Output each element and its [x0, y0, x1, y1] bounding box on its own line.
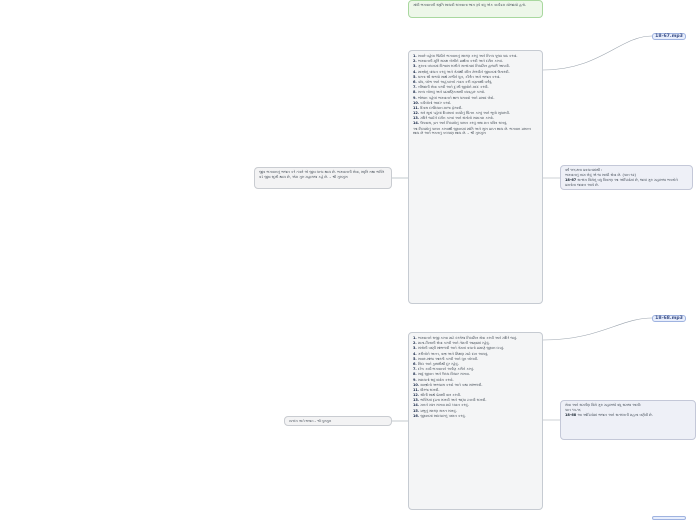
list-item-text: જીવનમાં સદાચારનું પાલન કરવું. [420, 413, 466, 418]
list-item-number: 7. [413, 85, 417, 90]
audio-tag-18-67[interactable]: 18-67.mp3 [652, 33, 686, 40]
list-item-text: ઉપવાસ, વ્રત અને નિયમોનું પાલન કરવું તથા મન પવિત્ર રાખવું. [420, 121, 508, 126]
center-list-2[interactable] [408, 332, 543, 510]
left-note-1-text: જીવ ભગવાનનું ભજન કરે ત્યારે એ જીવ ધન્ય થાય છે. ભગવાનની સેવા, સ્મૃતિ તથા ભક્તિ વડે જીવ સુખી થાય છે, એમ ગુરુ મહારાજ કહે છે. – શ્રી ગુરુમુખ [259, 170, 385, 179]
list-item-number: 12. [413, 111, 420, 116]
right-note-2-line2: પાન ૧૫-૧૬ [565, 408, 581, 413]
list-item-text: મંદિરે જઈને દર્શન કરવાં અને સંતોનો સમાગમ કરવો. [420, 116, 494, 121]
list-item [413, 403, 538, 408]
list-item-number: 15. [413, 408, 420, 413]
list-item-number: 9. [413, 377, 417, 382]
right-note-2-line1: સેવા અને સમર્પણ વિશે ગુરુ મહારાજે વધુ સમજ આપી: [565, 403, 642, 407]
list-item-number: 1. [413, 54, 417, 58]
list-item-text: ગરીબોને અન્ન, વસ્ત્ર અને શિક્ષણ માટે દાન આપવું. [417, 351, 489, 356]
top-node-text: ગાંધી ભગવાનની સ્મૃતિ સાચવી રાખવાના ભાગ રૂપે વધુ એક કાર્યક્રમ યોજાયો હતો. [413, 3, 526, 7]
list-item-number: 13. [413, 116, 420, 121]
list-item-number: 10. [413, 382, 420, 387]
right-note-2-num: 18-68 [565, 413, 577, 418]
top-node-fragment[interactable] [408, 0, 543, 18]
list-item [413, 96, 538, 101]
left-note-2[interactable] [284, 416, 392, 426]
list-item-number: 3. [413, 64, 417, 69]
list-item-text: માતા-પિતાની સેવા કરવી અને તેમની આજ્ઞામાં રહેવું. [417, 341, 490, 346]
list-item [413, 336, 538, 341]
list-item [413, 388, 538, 393]
list-item-number: 13. [413, 398, 420, 403]
list-item [413, 357, 538, 362]
right-note-1-num: 18-67 [565, 178, 577, 183]
list-item-text: ક્રોધ, લોભ અને અહંકારનો ત્યાગ કરી નમ્રતાથી વર્તવું. [417, 79, 493, 84]
list-item-number: 16. [413, 413, 420, 418]
list-item-text: દરેક કાર્ય ભગવાનને અર્પણ કરીને કરવું. [417, 367, 474, 372]
list-item-text: ભગવાનને રાજી કરવા માટે દરરોજ નિયમિત સેવા કરવી અને મંદિરે જવું. [417, 336, 518, 340]
list-item-number: 12. [413, 393, 420, 398]
list-item [413, 346, 538, 351]
list-item [413, 111, 538, 116]
list-item-number: 10. [413, 100, 420, 105]
list-item-text: શાસ્ત્રોનો અભ્યાસ કરવો અને કથા સાંભળવી. [420, 382, 483, 387]
audio-tag-18-68[interactable]: 18-68.mp3 [652, 315, 686, 322]
list-item-number: 6. [413, 79, 417, 84]
list-item-number: 3. [413, 346, 417, 351]
list-item [413, 106, 538, 111]
list-item-text: ગુરુના વચનમાં વિશ્વાસ રાખીને સત્સંગમાં નિયમિત હાજરી આપવી. [417, 64, 510, 69]
list-item-text: સાદું જીવન અને ઉચ્ચ વિચાર રાખવા. [417, 372, 470, 377]
right-note-2-line3: આ ઓડિયોમાં ભજન અને સત્સંગની મહત્તા વર્ણવી છે. [577, 413, 653, 418]
list-item-text: પ્રભુનું સ્મરણ સતત રાખવું. [420, 408, 457, 413]
list-item-number: 14. [413, 121, 420, 126]
list-item-number: 4. [413, 351, 417, 356]
left-note-2-text: સત્સંગ અને ભજન – શ્રી ગુરુમુખ [289, 419, 332, 423]
list-item-text: બીજાની સેવા કરવી અને દુઃખી જીવોને મદદ કરવી. [417, 85, 489, 90]
list-item-text: સત્ય બોલવું અને પ્રામાણિકતાથી વ્યવહાર કરવો. [417, 90, 486, 95]
list-item-number: 8. [413, 90, 417, 95]
list-item-text: વડીલોનો આદર કરવો. [420, 100, 452, 105]
list-item-text: સવારે વહેલા ઊઠીને ભગવાનનું સ્મરણ કરવું અને નિત્ય પૂજા પાઠ કરવાં. [417, 54, 518, 58]
list-item [413, 352, 538, 357]
list-item-text: સમયનો સદુપયોગ કરવો. [417, 377, 454, 382]
list-item [413, 101, 538, 106]
list-item-number: 11. [413, 387, 420, 392]
list-item-text: રાત્રે સૂતાં પહેલાં દિવસનાં કાર્યોનું ચિંતન કરવું અને ભૂલો સુધારવી. [420, 111, 510, 116]
list-item-text: સૌની સાથે પ્રેમથી વાત કરવી. [420, 393, 461, 398]
list-item-text: ભક્તિમાં દૃઢતા રાખવી અને શ્રદ્ધા ટકાવી રાખવી. [420, 398, 487, 403]
list-item-text: ઘરના સૌ સભ્યો સાથે મળીને ધૂન, કીર્તન અને ભજન કરવાં. [417, 74, 501, 79]
list-item [413, 121, 538, 126]
list-item [413, 54, 538, 59]
list-item [413, 393, 538, 398]
right-note-1-line3: સત્સંગ વિશેનું વધુ વિવરણ આ ઓડિયોમાં છે, જ્યાં ગુરુ મહારાજ ભક્તોને પ્રશ્નોના જવાબ આપે છે. [565, 178, 678, 187]
list-item-text: ભોજન પહેલાં ભગવાનને થાળ ધરાવવો અને પ્રસાદ લેવો. [417, 95, 495, 100]
link-center-tag-1 [543, 36, 652, 70]
list-item [413, 70, 538, 75]
list-item-number: 11. [413, 105, 420, 110]
list-item-text: મનને શાંત રાખવા માટે ધ્યાન કરવું. [420, 403, 469, 408]
list-item-number: 5. [413, 74, 417, 79]
right-note-2[interactable] [560, 400, 696, 440]
list-item [413, 80, 538, 85]
link-center-tag-2 [543, 318, 652, 340]
list-item-text: ભગવાનની મૂર્તિ સમક્ષ બેસીને પ્રાર્થના કરવી અને દર્શન કરવાં. [417, 59, 503, 64]
list-item-number: 6. [413, 361, 417, 366]
list-item-number: 8. [413, 372, 417, 377]
right-note-1-line1: વર્ષ ૧૯૬૭ના પ્રવચનમાંથી : [565, 168, 603, 172]
right-note-1[interactable] [560, 165, 693, 190]
list-item [413, 409, 538, 414]
list-item [413, 75, 538, 80]
list-item [413, 64, 538, 69]
list-item-number: 5. [413, 356, 417, 361]
list-item [413, 372, 538, 377]
list-item [413, 383, 538, 388]
list-item-number: 9. [413, 95, 417, 100]
list-item-text: સવાર-સાંજ આરતી કરવી અને ધૂન બોલવી. [417, 356, 479, 361]
list-item [413, 414, 538, 419]
center-list-1[interactable] [408, 50, 543, 304]
list-item-text: શાસ્ત્રોનું વાંચન કરવું અને તેમાંથી શીખ મેળવીને જીવનમાં ઉતારવી. [417, 69, 510, 74]
left-note-1[interactable] [254, 167, 392, 189]
list-item-number: 2. [413, 341, 417, 346]
list-item-text: નિંદા અને કુથલીથી દૂર રહેવું. [417, 361, 459, 366]
list-item [413, 90, 538, 95]
list-item-number: 4. [413, 69, 417, 74]
list-item-text: સંતોની વાણી સાંભળવી અને તેમનાં વચનો પ્રમાણે જીવન ઘડવું. [417, 346, 505, 351]
list-item-number: 7. [413, 367, 417, 372]
list-item [413, 362, 538, 367]
audio-tag-next[interactable] [652, 516, 686, 520]
list-item-text: ધીરજ રાખવી. [420, 387, 440, 392]
right-note-1-line2: ભગવાનનું નામ લેવું એ જ સાચી સેવા છે. (પાન ૧૨) [565, 173, 636, 178]
list-footer: આ નિયમોનું પાલન કરવાથી જીવનમાં શાંતિ અને સુખ પ્રાપ્ત થાય છે. ભગવાન પ્રસન્ન થાય છે અને ભક્તનું કલ્યાણ થાય છે. – શ્રી ગુરુમુખ [413, 126, 531, 136]
list-item-number: 14. [413, 403, 420, 408]
list-item [413, 378, 538, 383]
list-item-number: 1. [413, 336, 417, 340]
list-item-number: 2. [413, 59, 417, 64]
list-item-text: દિવસ દરમિયાન માળા ફેરવવી. [420, 105, 463, 110]
